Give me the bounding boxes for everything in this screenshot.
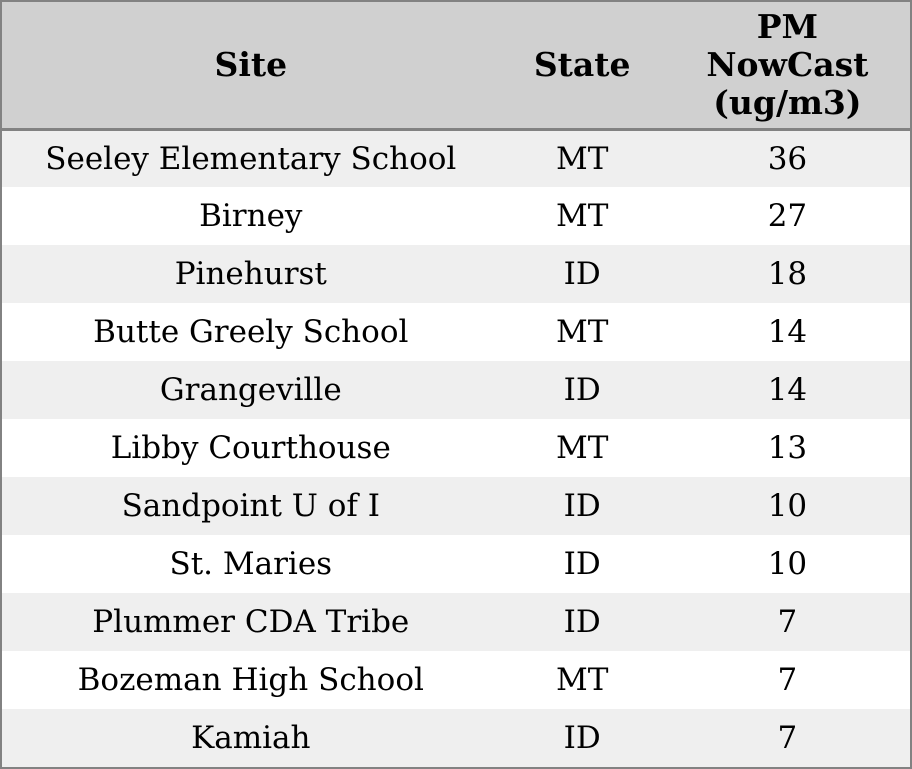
pm-nowcast-table xyxy=(2,2,910,767)
header-pm-nowcast-label: PM NowCast (ug/m3) xyxy=(706,6,869,123)
site-cell: Grangeville xyxy=(159,372,342,409)
state-cell: ID xyxy=(563,720,601,757)
table-row xyxy=(2,709,910,767)
site-cell: Sandpoint U of I xyxy=(121,488,381,525)
state-cell: ID xyxy=(563,256,601,293)
pm-value-cell: 10 xyxy=(767,488,808,525)
table-row xyxy=(2,245,910,303)
pm-value-cell: 13 xyxy=(767,430,808,467)
table-header xyxy=(2,2,910,130)
pm-value-cell: 7 xyxy=(777,604,798,641)
state-cell: ID xyxy=(563,604,601,641)
header-state: State xyxy=(500,2,665,130)
table-row xyxy=(2,130,910,188)
state-cell: MT xyxy=(555,662,609,699)
table-row xyxy=(2,593,910,651)
pm-value-cell: 10 xyxy=(767,546,808,583)
pm-value-cell: 7 xyxy=(777,720,798,757)
pm-value-cell: 18 xyxy=(767,256,808,293)
table-body xyxy=(2,130,910,768)
site-cell: Libby Courthouse xyxy=(110,430,391,467)
state-cell: ID xyxy=(563,372,601,409)
table-row xyxy=(2,419,910,477)
pm-value-cell: 14 xyxy=(767,372,808,409)
pm-value-cell: 14 xyxy=(767,314,808,351)
site-cell: St. Maries xyxy=(169,546,333,583)
pm-value-cell: 27 xyxy=(767,198,808,235)
table-row xyxy=(2,187,910,245)
table-row xyxy=(2,535,910,593)
table-row xyxy=(2,651,910,709)
site-cell: Kamiah xyxy=(191,720,311,757)
site-cell: Seeley Elementary School xyxy=(45,141,457,178)
header-site: Site xyxy=(2,2,500,130)
state-cell: ID xyxy=(563,546,601,583)
state-cell: ID xyxy=(563,488,601,525)
state-cell: MT xyxy=(555,198,609,235)
header-row xyxy=(2,2,910,130)
state-cell: MT xyxy=(555,141,609,178)
state-cell: MT xyxy=(555,314,609,351)
table-row xyxy=(2,477,910,535)
site-cell: Bozeman High School xyxy=(77,662,424,699)
table-row xyxy=(2,361,910,419)
header-pm-nowcast xyxy=(665,2,910,130)
site-cell: Birney xyxy=(199,198,303,235)
pm-value-cell: 7 xyxy=(777,662,798,699)
site-cell: Pinehurst xyxy=(174,256,327,293)
table-row xyxy=(2,303,910,361)
pm-value-cell: 36 xyxy=(767,141,808,178)
site-cell: Butte Greely School xyxy=(93,314,409,351)
state-cell: MT xyxy=(555,430,609,467)
site-cell: Plummer CDA Tribe xyxy=(92,604,410,641)
